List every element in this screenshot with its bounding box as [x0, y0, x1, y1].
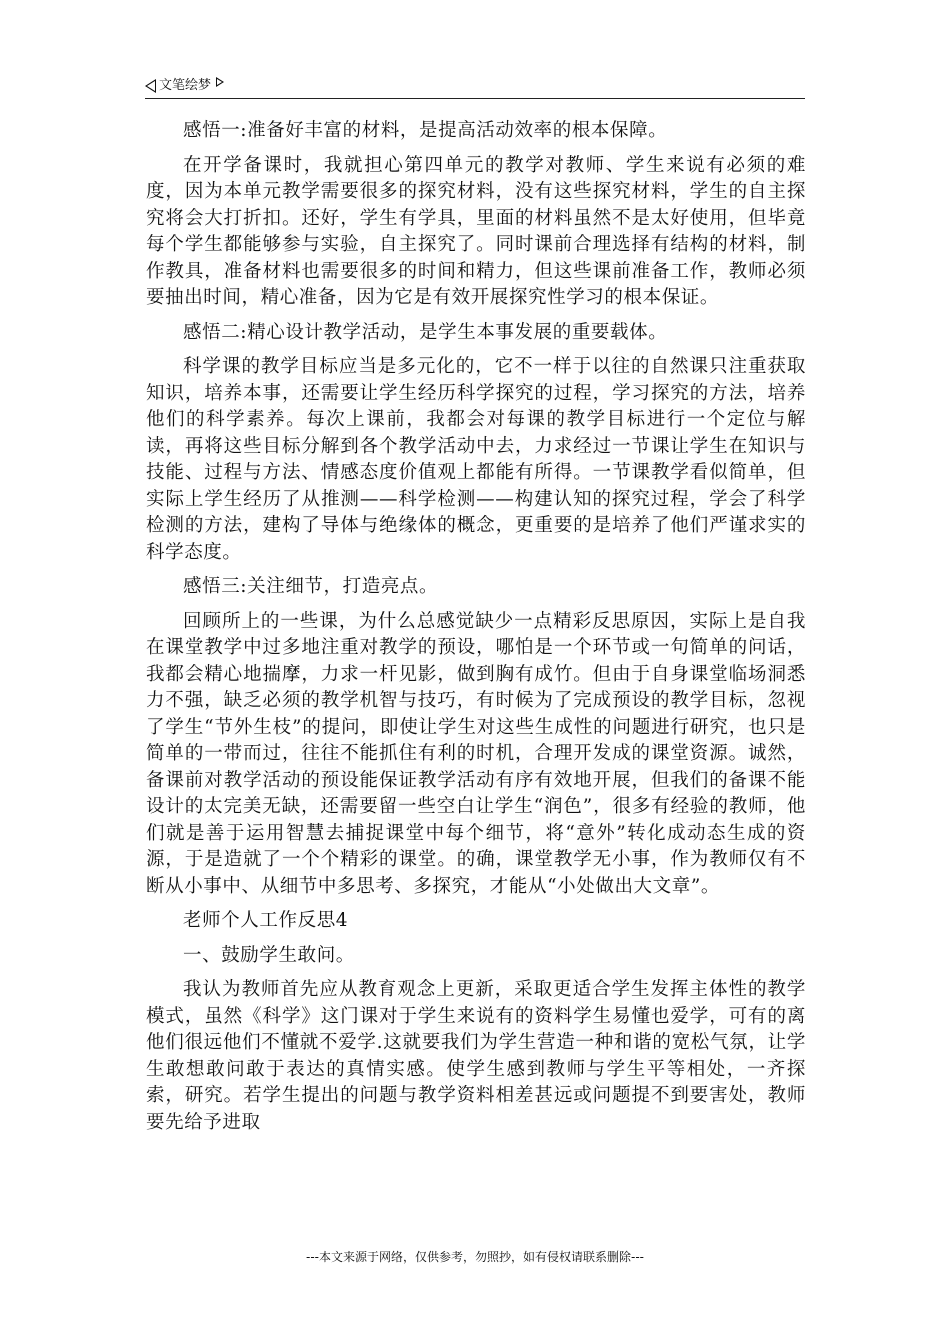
- header-title: 文笔绘梦: [159, 78, 212, 93]
- section-heading-2: 感悟二:精心设计教学活动，是学生本事发展的重要载体。: [183, 321, 668, 343]
- section-heading-4: 一、鼓励学生敢问。: [183, 944, 355, 966]
- document-body: [146, 118, 806, 1144]
- section-heading-1: 感悟一:准备好丰富的材料，是提高活动效率的根本保障。: [183, 120, 668, 141]
- document-title-4: 老师个人工作反思4: [183, 910, 349, 931]
- triangle-left-icon: [145, 79, 156, 93]
- section-heading-3: 感悟三:关注细节，打造亮点。: [183, 576, 439, 597]
- triangle-right-icon: [216, 77, 224, 87]
- page-footer-disclaimer: ---本文来源于网络，仅供参考，勿照抄，如有侵权请联系删除---: [306, 1250, 644, 1264]
- page-header: [145, 74, 805, 98]
- paragraph-4: 我认为教师首先应从教育观念上更新，采取更适合学生发挥主体性的教学模式，虽然《科学》这门课对于学生来说有的资料学生易懂也爱学，可有的离他们很远他们不懂就不爱学.这就要我们为学生营造一种和谐的宽松气氛，让学生敢想敢问敢于表达的真情实感。使学生感到教师与学生平等相处，一齐探索，研究。若学生提出的问题与教学资料相差甚远或问题提不到要害处，教师要先给予进取: [146, 979, 806, 1133]
- paragraph-3: 回顾所上的一些课，为什么总感觉缺少一点精彩反思原因，实际上是自我在课堂教学中过多地注重对教学的预设，哪怕是一个环节或一句简单的问话，我都会精心地揣摩，力求一杆见影，做到胸有成竹。但由于自身课堂临场洞悉力不强，缺乏必须的教学机智与技巧，有时候为了完成预设的教学目标，忽视了学生“节外生枝”的提问，即使让学生对这些生成性的问题进行研究，也只是简单的一带而过，往往不能抓住有利的时机，合理开发成的课堂资源。诚然，备课前对教学活动的预设能保证教学活动有序有效地开展，但我们的备课不能设计的太完美无缺，还需要留一些空白让学生“润色”，很多有经验的教师，他们就是善于运用智慧去捕捉课堂中每个细节，将“意外”转化成动态生成的资源，于是造就了一个个精彩的课堂。的确，课堂教学无小事，作为教师仅有不断从小事中、从细节中多思考、多探究，才能从“小处做出大文章”。: [146, 610, 806, 897]
- header-divider: [145, 98, 805, 99]
- paragraph-1: 在开学备课时，我就担心第四单元的教学对教师、学生来说有必须的难度，因为本单元教学需要很多的探究材料，没有这些探究材料，学生的自主探究将会大打折扣。还好，学生有学具，里面的材料虽然不是太好使用，但毕竟每个学生都能够参与实验，自主探究了。同时课前合理选择有结构的材料，制作教具，准备材料也需要很多的时间和精力，但这些课前准备工作，教师必须要抽出时间，精心准备，因为它是有效开展探究性学习的根本保证。: [146, 154, 806, 308]
- paragraph-2: 科学课的教学目标应当是多元化的，它不一样于以往的自然课只注重获取知识，培养本事，还需要让学生经历科学探究的过程，学习探究的方法，培养他们的科学素养。每次上课前，我都会对每课的教学目标进行一个定位与解读，再将这些目标分解到各个教学活动中去，力求经过一节课让学生在知识与技能、过程与方法、情感态度价值观上都能有所得。一节课教学看似简单，但实际上学生经历了从推测——科学检测——构建认知的探究过程，学会了科学检测的方法，建构了导体与绝缘体的概念，更重要的是培养了他们严谨求实的科学态度。: [146, 356, 806, 563]
